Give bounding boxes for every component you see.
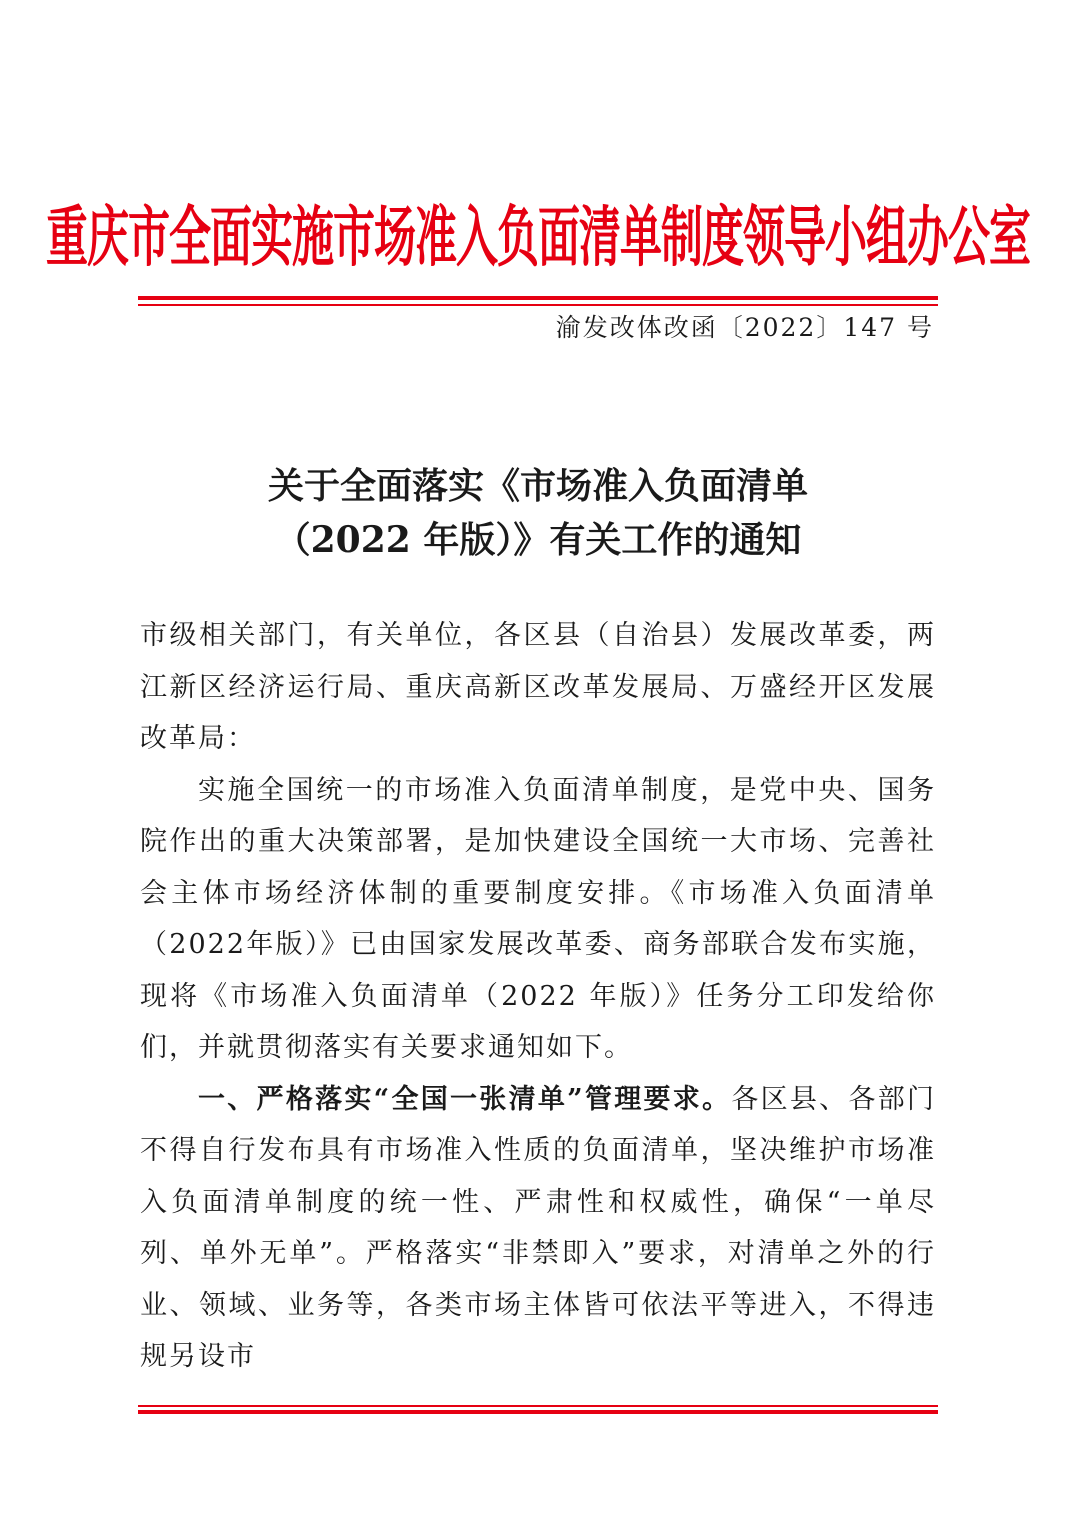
header-rule-thin [138,304,938,306]
addressee: 市级相关部门，有关单位，各区县（自治县）发展改革委，两江新区经济运行局、重庆高新区改革发展局、万盛经开区发展改革局： [140,620,936,754]
notice-title-line-1: 关于全面落实《市场准入负面清单 [267,465,808,507]
section-1-heading: 一、严格落实“全国一张清单”管理要求。 [198,1083,732,1115]
document-number: 渝发改体改函〔2022〕147 号 [555,313,934,342]
issuing-organization: 重庆市全面实施市场准入负面清单制度领导小组办公室 [46,198,1031,275]
notice-title-line-2: （2022 年版）》有关工作的通知 [274,519,802,561]
footer-rule-thin [138,1405,938,1407]
document-body [140,610,936,1383]
paragraph-section-1 [140,1074,936,1383]
footer-rule-thick [138,1410,938,1414]
section-1-text: 各区县、各部门不得自行发布具有市场准入性质的负面清单，坚决维护市场准入负面清单制度的统一性、严肃性和权威性，确保“一单尽列、单外无单”。严格落实“非禁即入”要求，对清单之外的行业、领域、业务等，各类市场主体皆可依法平等进入，不得违规另设市 [140,1083,937,1372]
paragraph-intro: 实施全国统一的市场准入负面清单制度，是党中央、国务院作出的重大决策部署，是加快建设全国统一大市场、完善社会主体市场经济体制的重要制度安排。《市场准入负面清单（2022年版）》已由国家发展改革委、商务部联合发布实施，现将《市场准入负面清单（2022 年版）》任务分工印发给你们，并就贯彻落实有关要求通知如下。 [140,774,936,1063]
header-rule-thick [138,296,938,300]
